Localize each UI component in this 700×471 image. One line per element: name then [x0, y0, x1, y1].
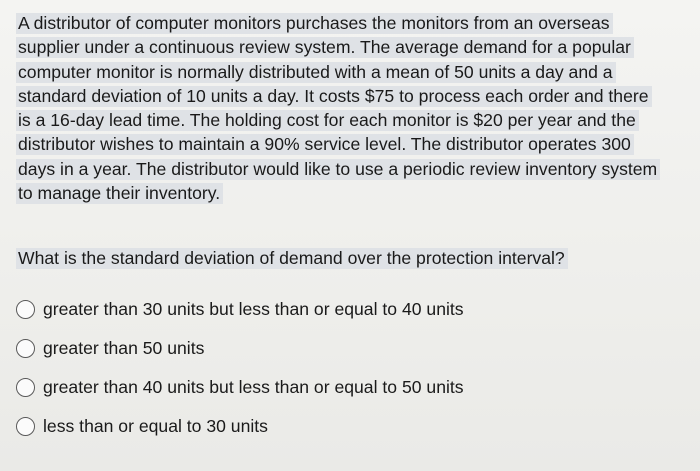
answer-option-30-or-less[interactable]	[16, 411, 268, 441]
problem-line-text: days in a year. The distributor would like to use a periodic review inventory system	[16, 159, 660, 180]
problem-line	[16, 60, 696, 84]
problem-line-text: to manage their inventory.	[16, 183, 223, 204]
problem-line-text: is a 16-day lead time. The holding cost for each monitor is $20 per year and the	[16, 110, 639, 131]
problem-line-text: standard deviation of 10 units a day. It costs $75 to process each order and there	[16, 86, 652, 107]
radio-button-icon[interactable]	[16, 417, 35, 436]
problem-line	[16, 157, 696, 181]
problem-statement	[16, 11, 696, 205]
problem-line	[16, 181, 696, 205]
answer-option-label: greater than 40 units but less than or equal to 50 units	[43, 376, 464, 397]
problem-line	[16, 132, 696, 156]
problem-line-text: distributor wishes to maintain a 90% service level. The distributor operates 300	[16, 134, 634, 155]
problem-line	[16, 11, 696, 35]
radio-button-icon[interactable]	[16, 378, 35, 397]
answer-option-label: less than or equal to 30 units	[43, 415, 268, 436]
answer-option-over-50[interactable]	[16, 333, 204, 363]
problem-line	[16, 84, 696, 108]
answer-option-30-40[interactable]	[16, 294, 464, 324]
radio-button-icon[interactable]	[16, 300, 35, 319]
answer-option-label: greater than 30 units but less than or equal to 40 units	[43, 298, 464, 319]
problem-line	[16, 35, 696, 59]
problem-line-text: computer monitor is normally distributed with a mean of 50 units a day and a	[16, 62, 616, 83]
problem-line	[16, 108, 696, 132]
problem-line-text: A distributor of computer monitors purchases the monitors from an overseas	[16, 13, 613, 34]
question-text: What is the standard deviation of demand over the protection interval?	[16, 248, 568, 269]
radio-button-icon[interactable]	[16, 339, 35, 358]
answer-option-40-50[interactable]	[16, 372, 464, 402]
problem-line-text: supplier under a continuous review system. The average demand for a popular	[16, 37, 634, 58]
question-prompt	[16, 246, 568, 270]
answer-option-label: greater than 50 units	[43, 337, 205, 358]
